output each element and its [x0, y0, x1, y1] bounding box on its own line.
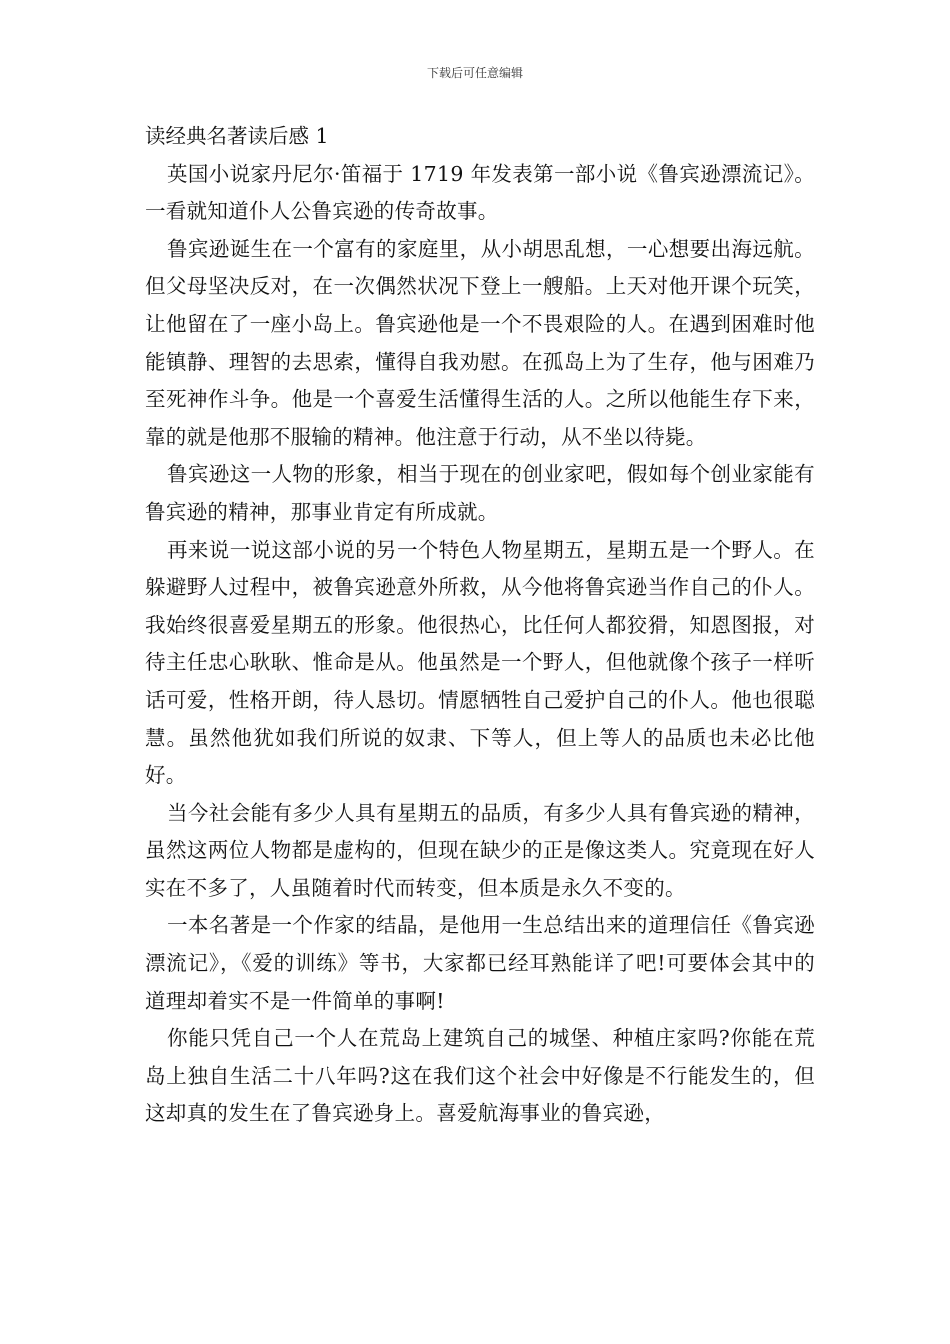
document-title: 读经典名著读后感 1: [145, 124, 329, 148]
paragraph-3: 鲁宾逊这一人物的形象，相当于现在的创业家吧，假如每个创业家能有鲁宾逊的精神，那事业肯定有所成就。: [145, 462, 815, 524]
paragraph-2: 鲁宾逊诞生在一个富有的家庭里，从小胡思乱想，一心想要出海远航。但父母坚决反对，在一次偶然状况下登上一艘船。上天对他开课个玩笑，让他留在了一座小岛上。鲁宾逊他是一个不畏艰险的人。在遇到困难时他能镇静、理智的去思索，懂得自我劝慰。在孤岛上为了生存，他与困难乃至死神作斗争。他是一个喜爱生活懂得生活的人。之所以他能生存下来，靠的就是他那不服输的精神。他注意于行动，从不坐以待毙。: [145, 236, 815, 449]
document-body: [145, 118, 815, 1133]
paragraph-7: 你能只凭自己一个人在荒岛上建筑自己的城堡、种植庄家吗?你能在荒岛上独自生活二十八年吗?这在我们这个社会中好像是不行能发生的，但这却真的发生在了鲁宾逊身上。喜爱航海事业的鲁宾逊，: [145, 1026, 815, 1126]
paragraph-6: 一本名著是一个作家的结晶，是他用一生总结出来的道理信任《鲁宾逊漂流记》，《爱的训练》等书，大家都已经耳熟能详了吧!可要体会其中的道理却着实不是一件简单的事啊!: [145, 913, 815, 1013]
paragraph-4: 再来说一说这部小说的另一个特色人物星期五，星期五是一个野人。在躲避野人过程中，被鲁宾逊意外所救，从今他将鲁宾逊当作自己的仆人。我始终很喜爱星期五的形象。他很热心，比任何人都狡猾，知恩图报，对待主任忠心耿耿、惟命是从。他虽然是一个野人，但他就像个孩子一样听话可爱，性格开朗，待人恳切。情愿牺牲自己爱护自己的仆人。他也很聪慧。虽然他犹如我们所说的奴隶、下等人，但上等人的品质也未必比他好。: [145, 537, 815, 788]
paragraph-1: 英国小说家丹尼尔·笛福于 1719 年发表第一部小说《鲁宾逊漂流记》。一看就知道仆人公鲁宾逊的传奇故事。: [145, 161, 815, 224]
page-header-note: 下载后可任意编辑: [426, 66, 523, 80]
paragraph-5: 当今社会能有多少人具有星期五的品质，有多少人具有鲁宾逊的精神，虽然这两位人物都是虚构的，但现在缺少的正是像这类人。究竟现在好人实在不多了，人虽随着时代而转变，但本质是永久不变的。: [145, 800, 815, 900]
